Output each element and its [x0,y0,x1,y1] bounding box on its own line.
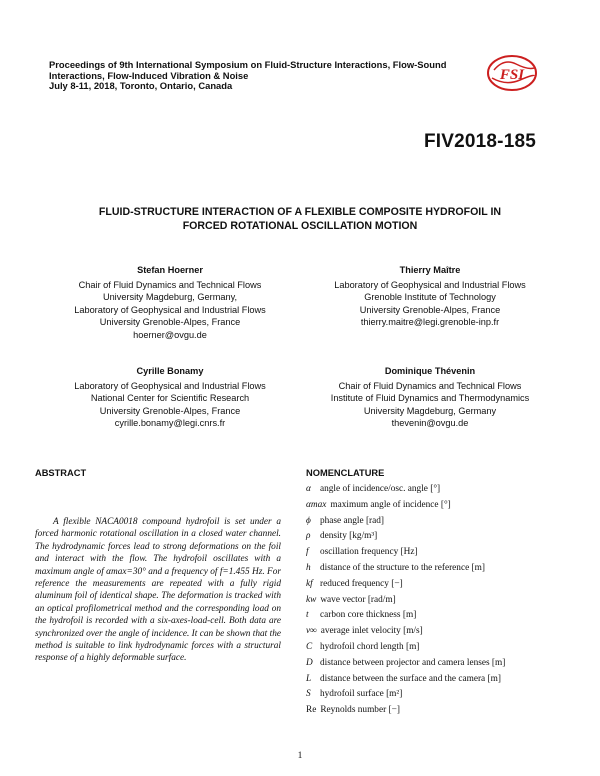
nomenclature-symbol: S [306,689,311,700]
author-affiliation: Chair of Fluid Dynamics and Technical Flows [78,279,262,290]
author-email[interactable]: thevenin@ovgu.de [391,418,469,429]
nomenclature-item [306,703,576,719]
nomenclature-item [306,498,576,514]
nomenclature-item [306,656,576,672]
nomenclature-symbol: t [306,610,309,621]
nomenclature-description: Reynolds number [−] [320,705,400,716]
nomenclature-description: distance of the structure to the reference [m] [320,562,485,573]
nomenclature-description: average inlet velocity [m/s] [320,626,423,637]
nomenclature-description: hydrofoil chord length [m] [320,641,420,652]
nomenclature-item [306,624,576,640]
nomenclature-description: angle of incidence/osc. angle [°] [320,484,441,494]
author-email[interactable]: cyrille.bonamy@legi.cnrs.fr [114,418,226,429]
paper-title [40,205,560,233]
nomenclature-list [306,482,576,719]
author-block [298,365,562,430]
nomenclature-description: reduced frequency [−] [320,578,403,589]
nomenclature-symbol: kw [306,594,317,605]
nomenclature-description: hydrofoil surface [m²] [320,689,403,700]
nomenclature-symbol: D [306,657,313,668]
nomenclature-item [306,593,576,609]
nomenclature-item [306,577,576,593]
nomenclature-item [306,608,576,624]
author-email[interactable]: hoerner@ovgu.de [133,329,207,340]
title-line-1: FLUID-STRUCTURE INTERACTION OF A FLEXIBLE COMPOSITE HYDROFOIL IN [98,206,502,218]
nomenclature-item [306,640,576,656]
paper-id: FIV2018-185 [423,131,536,152]
nomenclature-description: phase angle [rad] [320,515,385,526]
title-line-2: FORCED ROTATIONAL OSCILLATION MOTION [182,220,418,232]
nomenclature-description: density [kg/m³] [320,531,378,542]
proceedings-header [49,60,449,92]
author-name: Stefan Hoerner [137,265,203,275]
author-name: Thierry Maître [399,265,461,275]
nomenclature-description: distance between the surface and the camera [m] [320,673,501,684]
nomenclature-symbol: αmax [306,499,327,510]
nomenclature-description: oscillation frequency [Hz] [320,547,418,558]
author-block [50,264,290,342]
nomenclature-item [306,561,576,577]
author-affiliation: University Grenoble-Alpes, France [359,304,501,315]
author-affiliation: National Center for Scientific Research [90,393,250,404]
author-email[interactable]: thierry.maitre@legi.grenoble-inp.fr [360,317,500,328]
abstract-heading: ABSTRACT [35,468,87,478]
nomenclature-symbol: h [306,562,311,573]
nomenclature-item [306,514,576,530]
nomenclature-description: distance between projector and camera lenses [m] [320,657,506,668]
nomenclature-item [306,545,576,561]
nomenclature-symbol: ρ [306,531,311,542]
proceedings-line-3: July 8-11, 2018, Toronto, Ontario, Canada [49,80,233,91]
abstract-body: A flexible NACA0018 compound hydrofoil is set under a forced harmonic rotational oscillation in a closed water channel. The hydrodynamic forces lead to strong deformations on the foil and interact with the flow. The hydrofoil oscillates with a maximum angle of αmax=30° and a frequency of f=1.455 Hz. For reference the measurements are repeated with a fully rigid aluminum foil of identical shape. The deformation is tracked with an optical profilometrical method and the corresponding load on the hydrofoil is recorded with a six-axes-load-cell. Both data are synchronized over the angle of incidence. It can be shown that the method is suitable to link hydrodynamic forces with a structural response of a highly deformable surface. [35,517,281,664]
nomenclature-symbol: v∞ [306,626,317,637]
nomenclature-item [306,672,576,688]
nomenclature-symbol: f [306,547,309,558]
nomenclature-item [306,482,576,498]
nomenclature-symbol: C [306,641,313,652]
author-affiliation: University Grenoble-Alpes, France [99,317,241,328]
author-affiliation: University Magdeburg, Germany [363,405,497,416]
proceedings-line-2: Interactions, Flow-Induced Vibration & Noise [49,69,249,81]
author-affiliation: Chair of Fluid Dynamics and Technical Flows [338,380,522,391]
nomenclature-description: carbon core thickness [m] [320,610,417,621]
fsi-logo-icon [486,54,538,92]
author-affiliation: Grenoble Institute of Technology [364,292,496,303]
nomenclature-description: wave vector [rad/m] [320,594,396,605]
author-affiliation: Laboratory of Geophysical and Industrial Flows [74,380,266,391]
author-name: Cyrille Bonamy [136,366,204,376]
author-affiliation: Laboratory of Geophysical and Industrial Flows [74,304,266,315]
author-affiliation: Laboratory of Geophysical and Industrial Flows [334,279,526,290]
author-affiliation: Institute of Fluid Dynamics and Thermodynamics [330,393,530,404]
author-affiliation: University Magdeburg, Germany, [102,292,238,303]
nomenclature-item [306,529,576,545]
author-block [50,365,290,430]
proceedings-line-1: Proceedings of 9th International Symposium on Fluid-Structure Interactions, Flow-Sound [49,59,447,70]
author-affiliation: University Grenoble-Alpes, France [99,405,241,416]
nomenclature-symbol: ϕ [306,515,311,526]
nomenclature-description: maximum angle of incidence [°] [330,499,451,510]
nomenclature-symbol: kf [306,578,313,589]
nomenclature-item [306,687,576,703]
author-name: Dominique Thévenin [384,366,476,376]
logo-text: FSI [499,67,525,83]
nomenclature-heading: NOMENCLATURE [306,468,385,478]
nomenclature-symbol: α [306,484,311,494]
author-block [300,264,560,329]
page-number: 1 [297,751,303,761]
nomenclature-symbol: Re [306,705,317,716]
nomenclature-symbol: L [306,673,312,684]
